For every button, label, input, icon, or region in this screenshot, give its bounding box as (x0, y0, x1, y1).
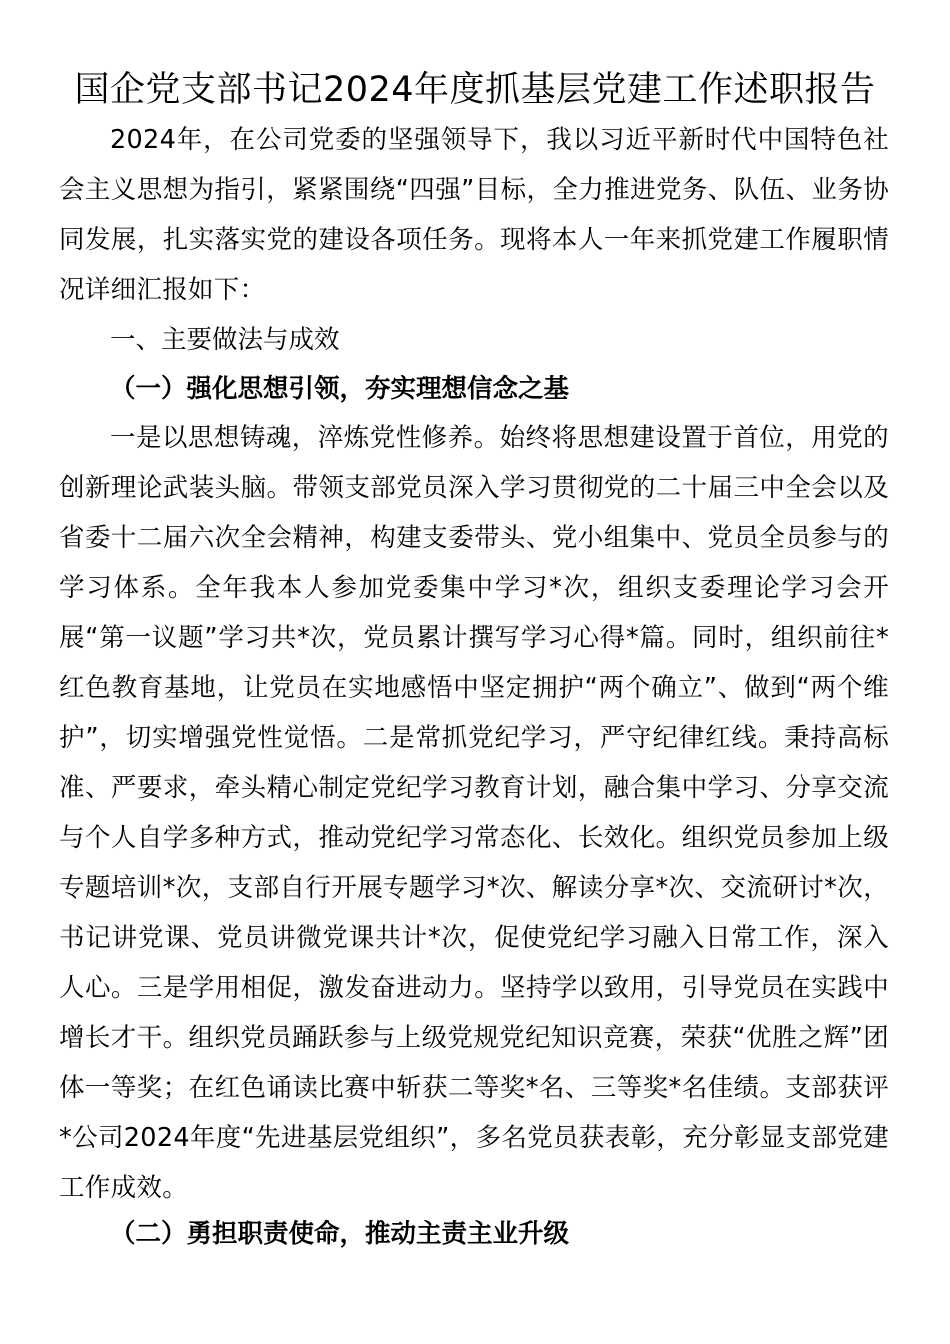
document-title: 国企党支部书记2024年度抓基层党建工作述职报告 (74, 70, 876, 110)
subsection-heading-2: （二）勇担职责使命，推动主责主业升级 (110, 1219, 570, 1249)
section-heading-1: 一、主要做法与成效 (110, 325, 340, 355)
subsection-1-paragraph: 一是以思想铸魂，淬炼党性修养。始终将思想建设置于首位，用党的创新理论武装头脑。带领支部党员深入学习贯彻党的二十届三中全会以及省委十二届六次全会精神，构建支委带头、党小组集中、党员全员参与的学习体系。全年我本人参加党委集中学习*次，组织支委理论学习会开展“第一议题”学习共*次，党员累计撰写学习心得*篇。同时，组织前往*红色教育基地，让党员在实地感悟中坚定拥护“两个确立”、做到“两个维护”，切实增强党性觉悟。二是常抓党纪学习，严守纪律红线。秉持高标准、严要求，牵头精心制定党纪学习教育计划，融合集中学习、分享交流与个人自学多种方式，推动党纪学习常态化、长效化。组织党员参加上级专题培训*次，支部自行开展专题学习*次、解读分享*次、交流研讨*次，书记讲党课、党员讲微党课共计*次，促使党纪学习融入日常工作，深入人心。三是学用相促，激发奋进动力。坚持学以致用，引导党员在实践中增长才干。组织党员踊跃参与上级党规党纪知识竞赛，荣获“优胜之辉”团体一等奖；在红色诵读比赛中斩获二等奖*名、三等奖*名佳绩。支部获评*公司2024年度“先进基层党组织”，多名党员获表彰，充分彰显支部党建工作成效。 (59, 423, 889, 1203)
intro-paragraph: 2024年，在公司党委的坚强领导下，我以习近平新时代中国特色社会主义思想为指引，紧紧围绕“四强”目标，全力推进党务、队伍、业务协同发展，扎实落实党的建设各项任务。现将本人一年来抓党建工作履职情况详细汇报如下： (59, 125, 889, 305)
subsection-heading-1: （一）强化思想引领，夯实理想信念之基 (110, 374, 570, 404)
